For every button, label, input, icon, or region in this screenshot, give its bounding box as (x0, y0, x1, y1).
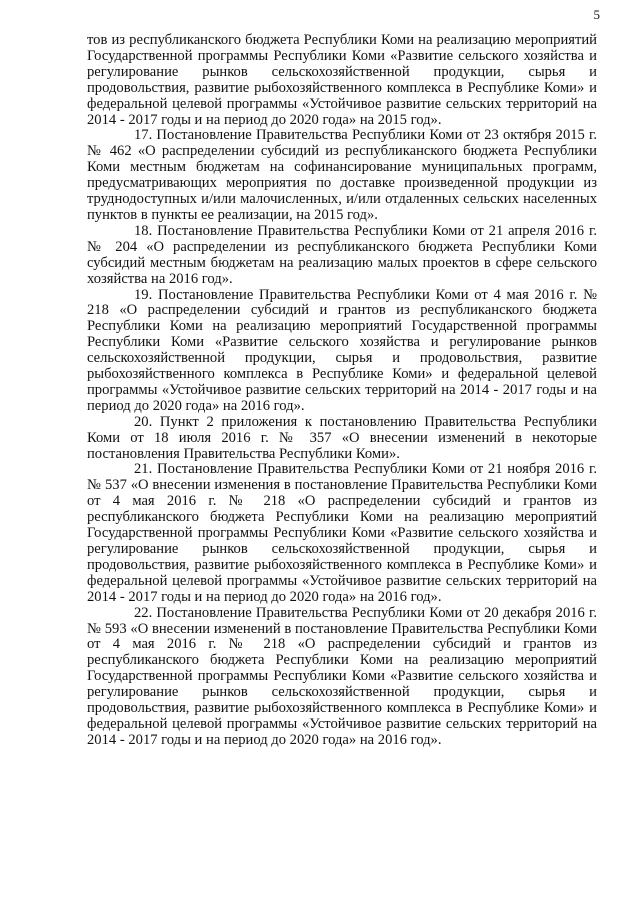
list-item-18: 18. Постановление Правительства Республики Коми от 21 апреля 2016 г. № 204 «О распределении из республиканского бюджета Республики Коми субсидий местным бюджетам на реализацию малых проектов в сфере сельского хозяйства на 2016 год». (87, 222, 597, 287)
document-body (87, 33, 597, 749)
list-item-20: 20. Пункт 2 приложения к постановлению Правительства Республики Коми от 18 июля 2016 г. № 357 «О внесении изменений в некоторые постановления Правительства Республики Коми». (87, 413, 597, 462)
list-item-19: 19. Постановление Правительства Республики Коми от 4 мая 2016 г. № 218 «О распределении субсидий и грантов из республиканского бюджета Республики Коми на реализацию мероприятий Государственной программы Республики Коми «Развитие сельского хозяйства и регулирование рынков сельскохозяйственной продукции, сырья и продовольствия, развитие рыбохозяйственного комплекса в Республике Коми» и федеральной целевой программы «Устойчивое развитие сельских территорий на 2014 - 2017 годы и на период до 2020 года» на 2016 год». (87, 286, 597, 414)
list-item-21: 21. Постановление Правительства Республики Коми от 21 ноября 2016 г. № 537 «О внесении изменения в постановление Правительства Республики Коми от 4 мая 2016 г. № 218 «О распределении субсидий и грантов из республиканского бюджета Республики Коми на реализацию мероприятий Государственной программы Республики Коми «Развитие сельского хозяйства и регулирование рынков сельскохозяйственной продукции, сырья и продовольствия, развитие рыбохозяйственного комплекса в Республике Коми» и федеральной целевой программы «Устойчивое развитие сельских территорий на 2014 - 2017 годы и на период до 2020 года» на 2016 год». (87, 461, 597, 605)
page-number: 5 (593, 7, 600, 22)
list-item-22: 22. Постановление Правительства Республики Коми от 20 декабря 2016 г. № 593 «О внесении изменений в постановление Правительства Республики Коми от 4 мая 2016 г. № 218 «О распределении субсидий и грантов из республиканского бюджета Республики Коми на реализацию мероприятий Государственной программы Республики Коми «Развитие сельского хозяйства и регулирование рынков сельскохозяйственной продукции, сырья и продовольствия, развитие рыбохозяйственного комплекса в Республике Коми» и федеральной целевой программы «Устойчивое развитие сельских территорий на 2014 - 2017 годы и на период до 2020 года» на 2016 год». (87, 604, 597, 748)
paragraph-continuation: тов из республиканского бюджета Республики Коми на реализацию мероприятий Государственной программы Республики Коми «Развитие сельского хозяйства и регулирование рынков сельскохозяйственной продукции, сырья и продовольствия, развитие рыбохозяйственного комплекса в Республике Коми» и федеральной целевой программы «Устойчивое развитие сельских территорий на 2014 - 2017 годы и на период до 2020 года» на 2015 год». (87, 32, 597, 128)
list-item-17: 17. Постановление Правительства Республики Коми от 23 октября 2015 г. № 462 «О распределении субсидий из республиканского бюджета Республики Коми местным бюджетам на софинансирование муниципальных программ, предусматривающих мероприятия по доставке произведенной продукции из труднодоступных и/или малочисленных, и/или отдаленных сельских населенных пунктов в пункты ее реализации, на 2015 год». (87, 127, 597, 223)
